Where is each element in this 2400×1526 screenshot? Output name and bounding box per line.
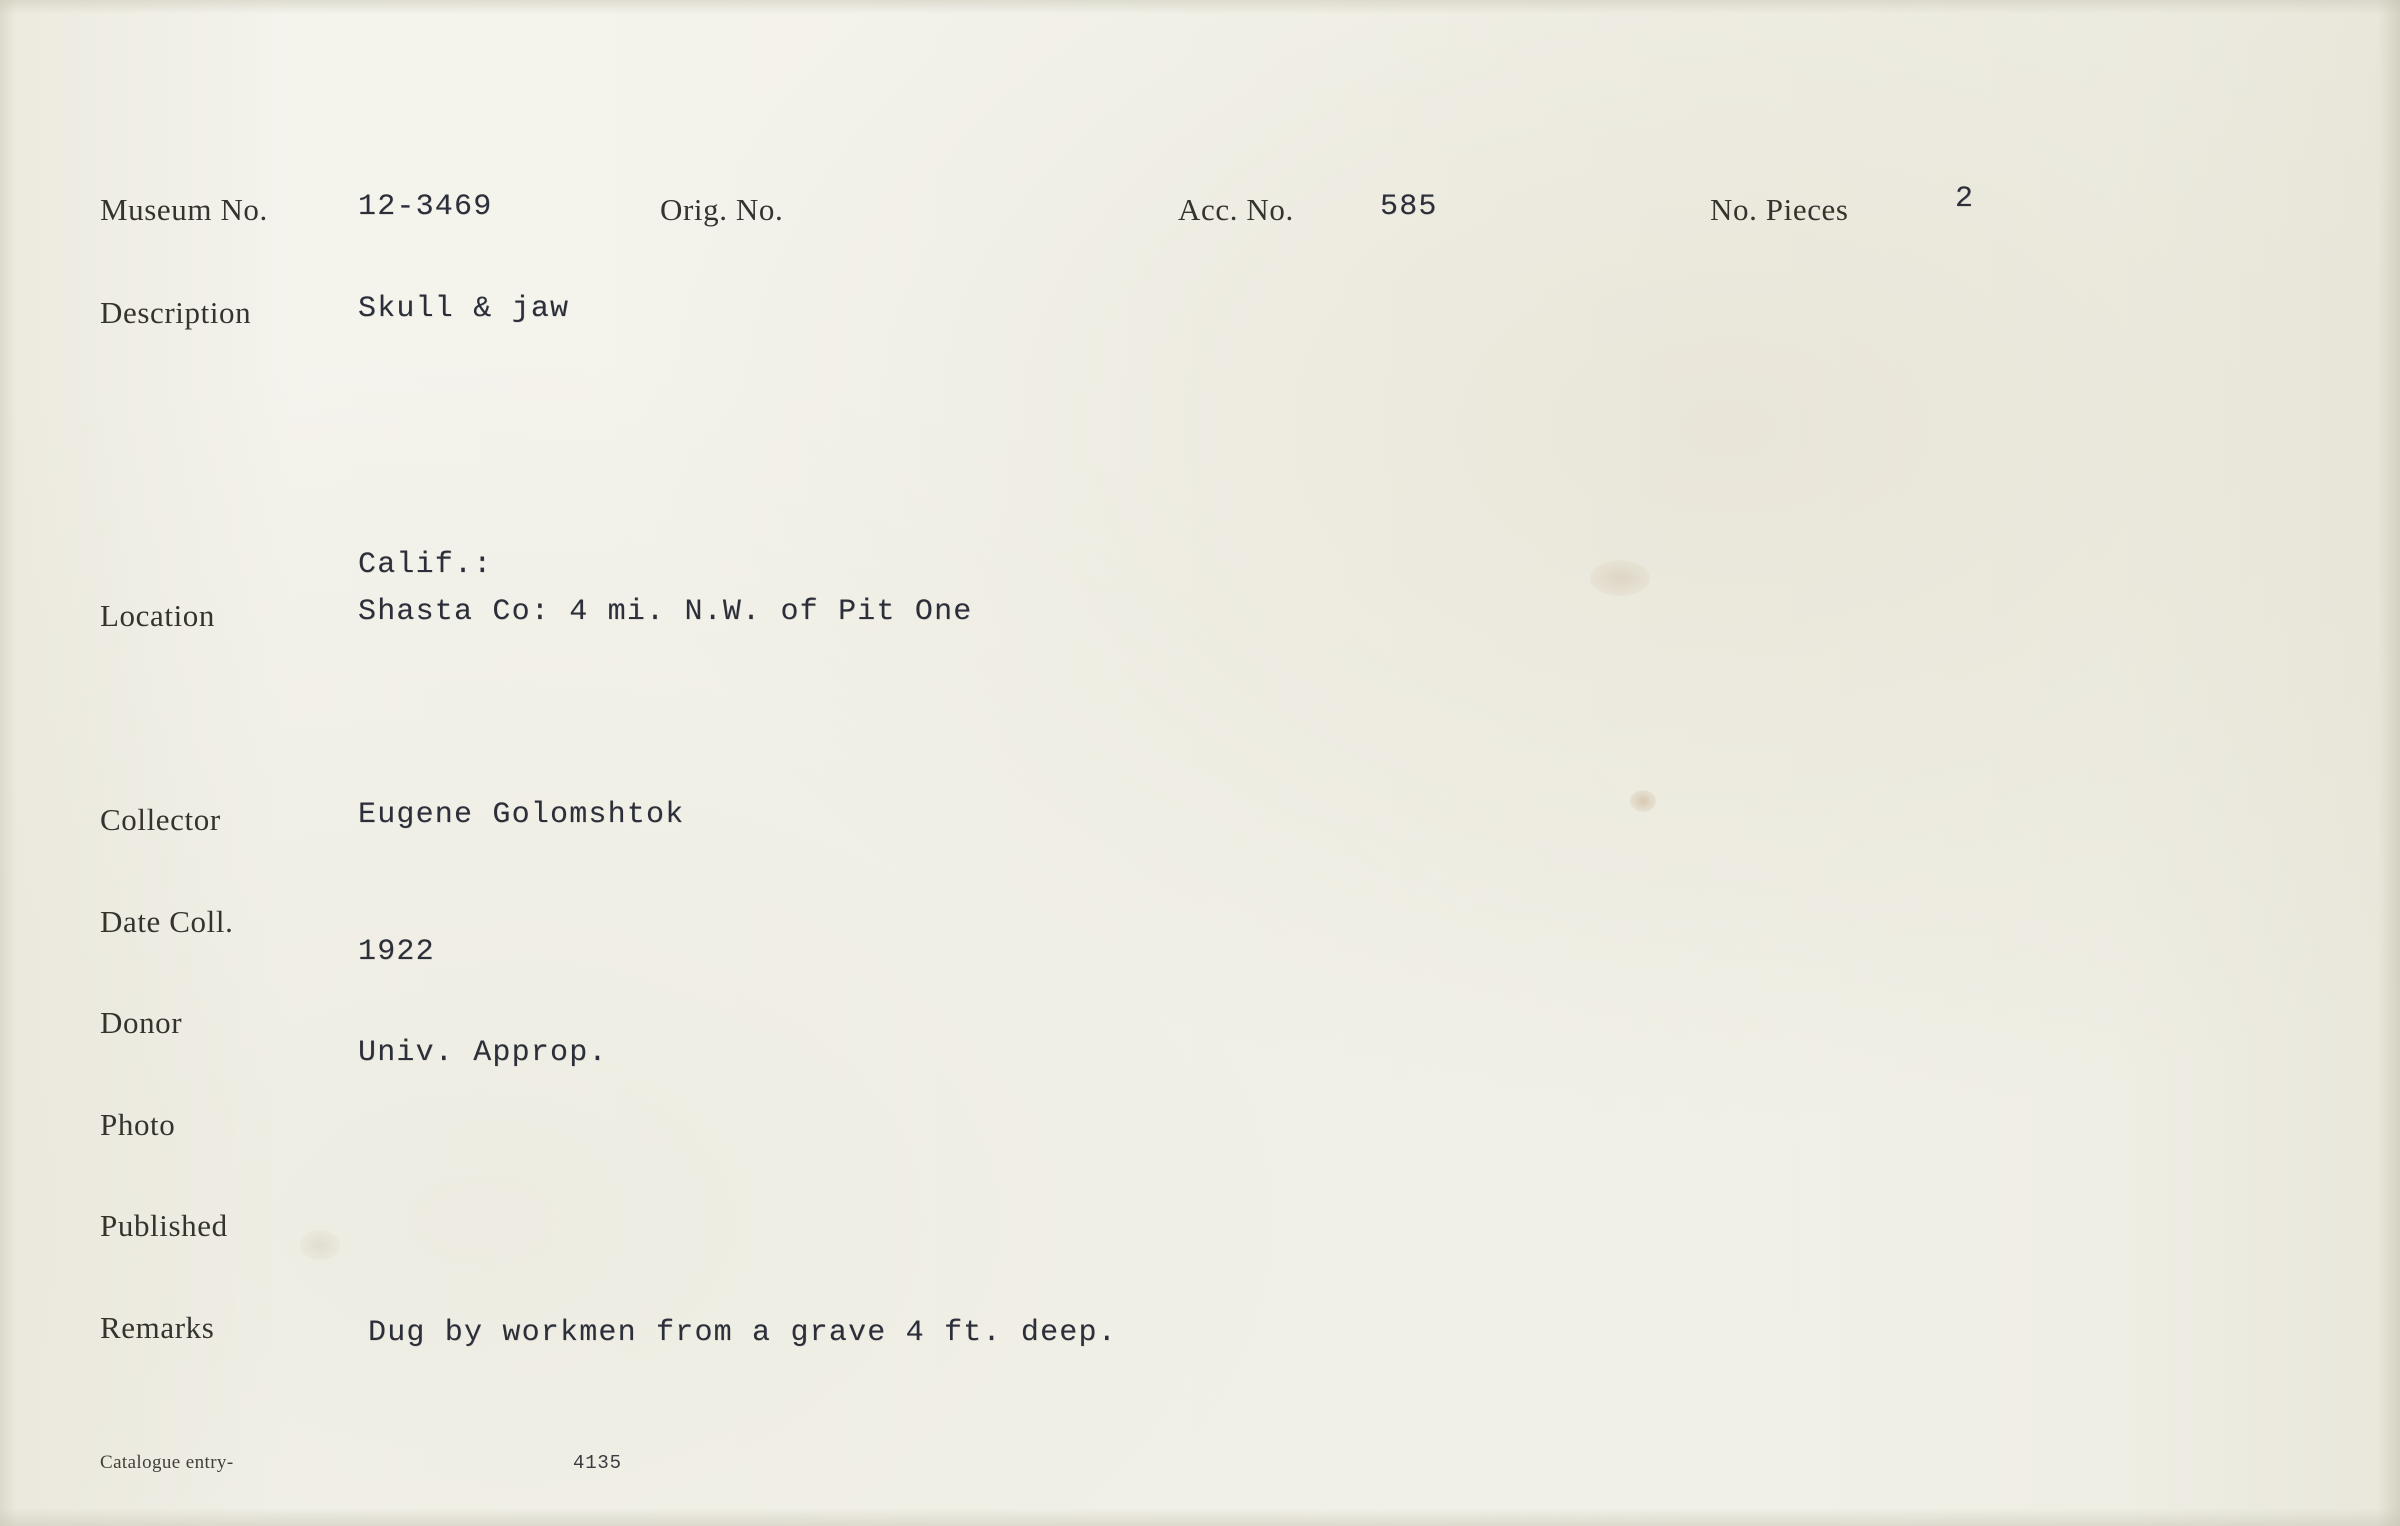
no-pieces-value: 2 xyxy=(1955,182,1975,216)
photo-label: Photo xyxy=(100,1107,176,1142)
catalogue-entry-label: Catalogue entry- xyxy=(100,1452,234,1473)
orig-no-label: Orig. No. xyxy=(660,192,784,227)
date-coll-label: Date Coll. xyxy=(100,904,234,939)
collector-value: Eugene Golomshtok xyxy=(358,798,685,832)
date-coll-value: 1922 xyxy=(358,935,435,969)
remarks-label: Remarks xyxy=(100,1310,215,1345)
museum-no-label: Museum No. xyxy=(100,192,268,227)
description-value: Skull & jaw xyxy=(358,292,570,326)
remarks-value: Dug by workmen from a grave 4 ft. deep. xyxy=(368,1316,1117,1350)
catalogue-entry-number: 4135 xyxy=(573,1452,622,1474)
acc-no-label: Acc. No. xyxy=(1178,192,1294,227)
paper-edge-bottom xyxy=(0,1508,2400,1526)
location-label: Location xyxy=(100,598,215,633)
collector-label: Collector xyxy=(100,802,221,837)
location-value-line1: Calif.: xyxy=(358,548,493,582)
paper-edge-left xyxy=(0,0,16,1526)
paper-edge-right xyxy=(2378,0,2400,1526)
paper-stain xyxy=(1590,560,1650,596)
paper-stain xyxy=(1630,790,1656,812)
acc-no-value: 585 xyxy=(1380,190,1438,224)
paper-edge-top xyxy=(0,0,2400,14)
no-pieces-label: No. Pieces xyxy=(1710,192,1849,227)
donor-label: Donor xyxy=(100,1005,183,1040)
donor-value: Univ. Approp. xyxy=(358,1036,608,1070)
museum-no-value: 12-3469 xyxy=(358,190,493,224)
published-label: Published xyxy=(100,1208,228,1243)
location-value-line2: Shasta Co: 4 mi. N.W. of Pit One xyxy=(358,595,973,629)
description-label: Description xyxy=(100,295,252,330)
paper-stain xyxy=(300,1230,340,1260)
